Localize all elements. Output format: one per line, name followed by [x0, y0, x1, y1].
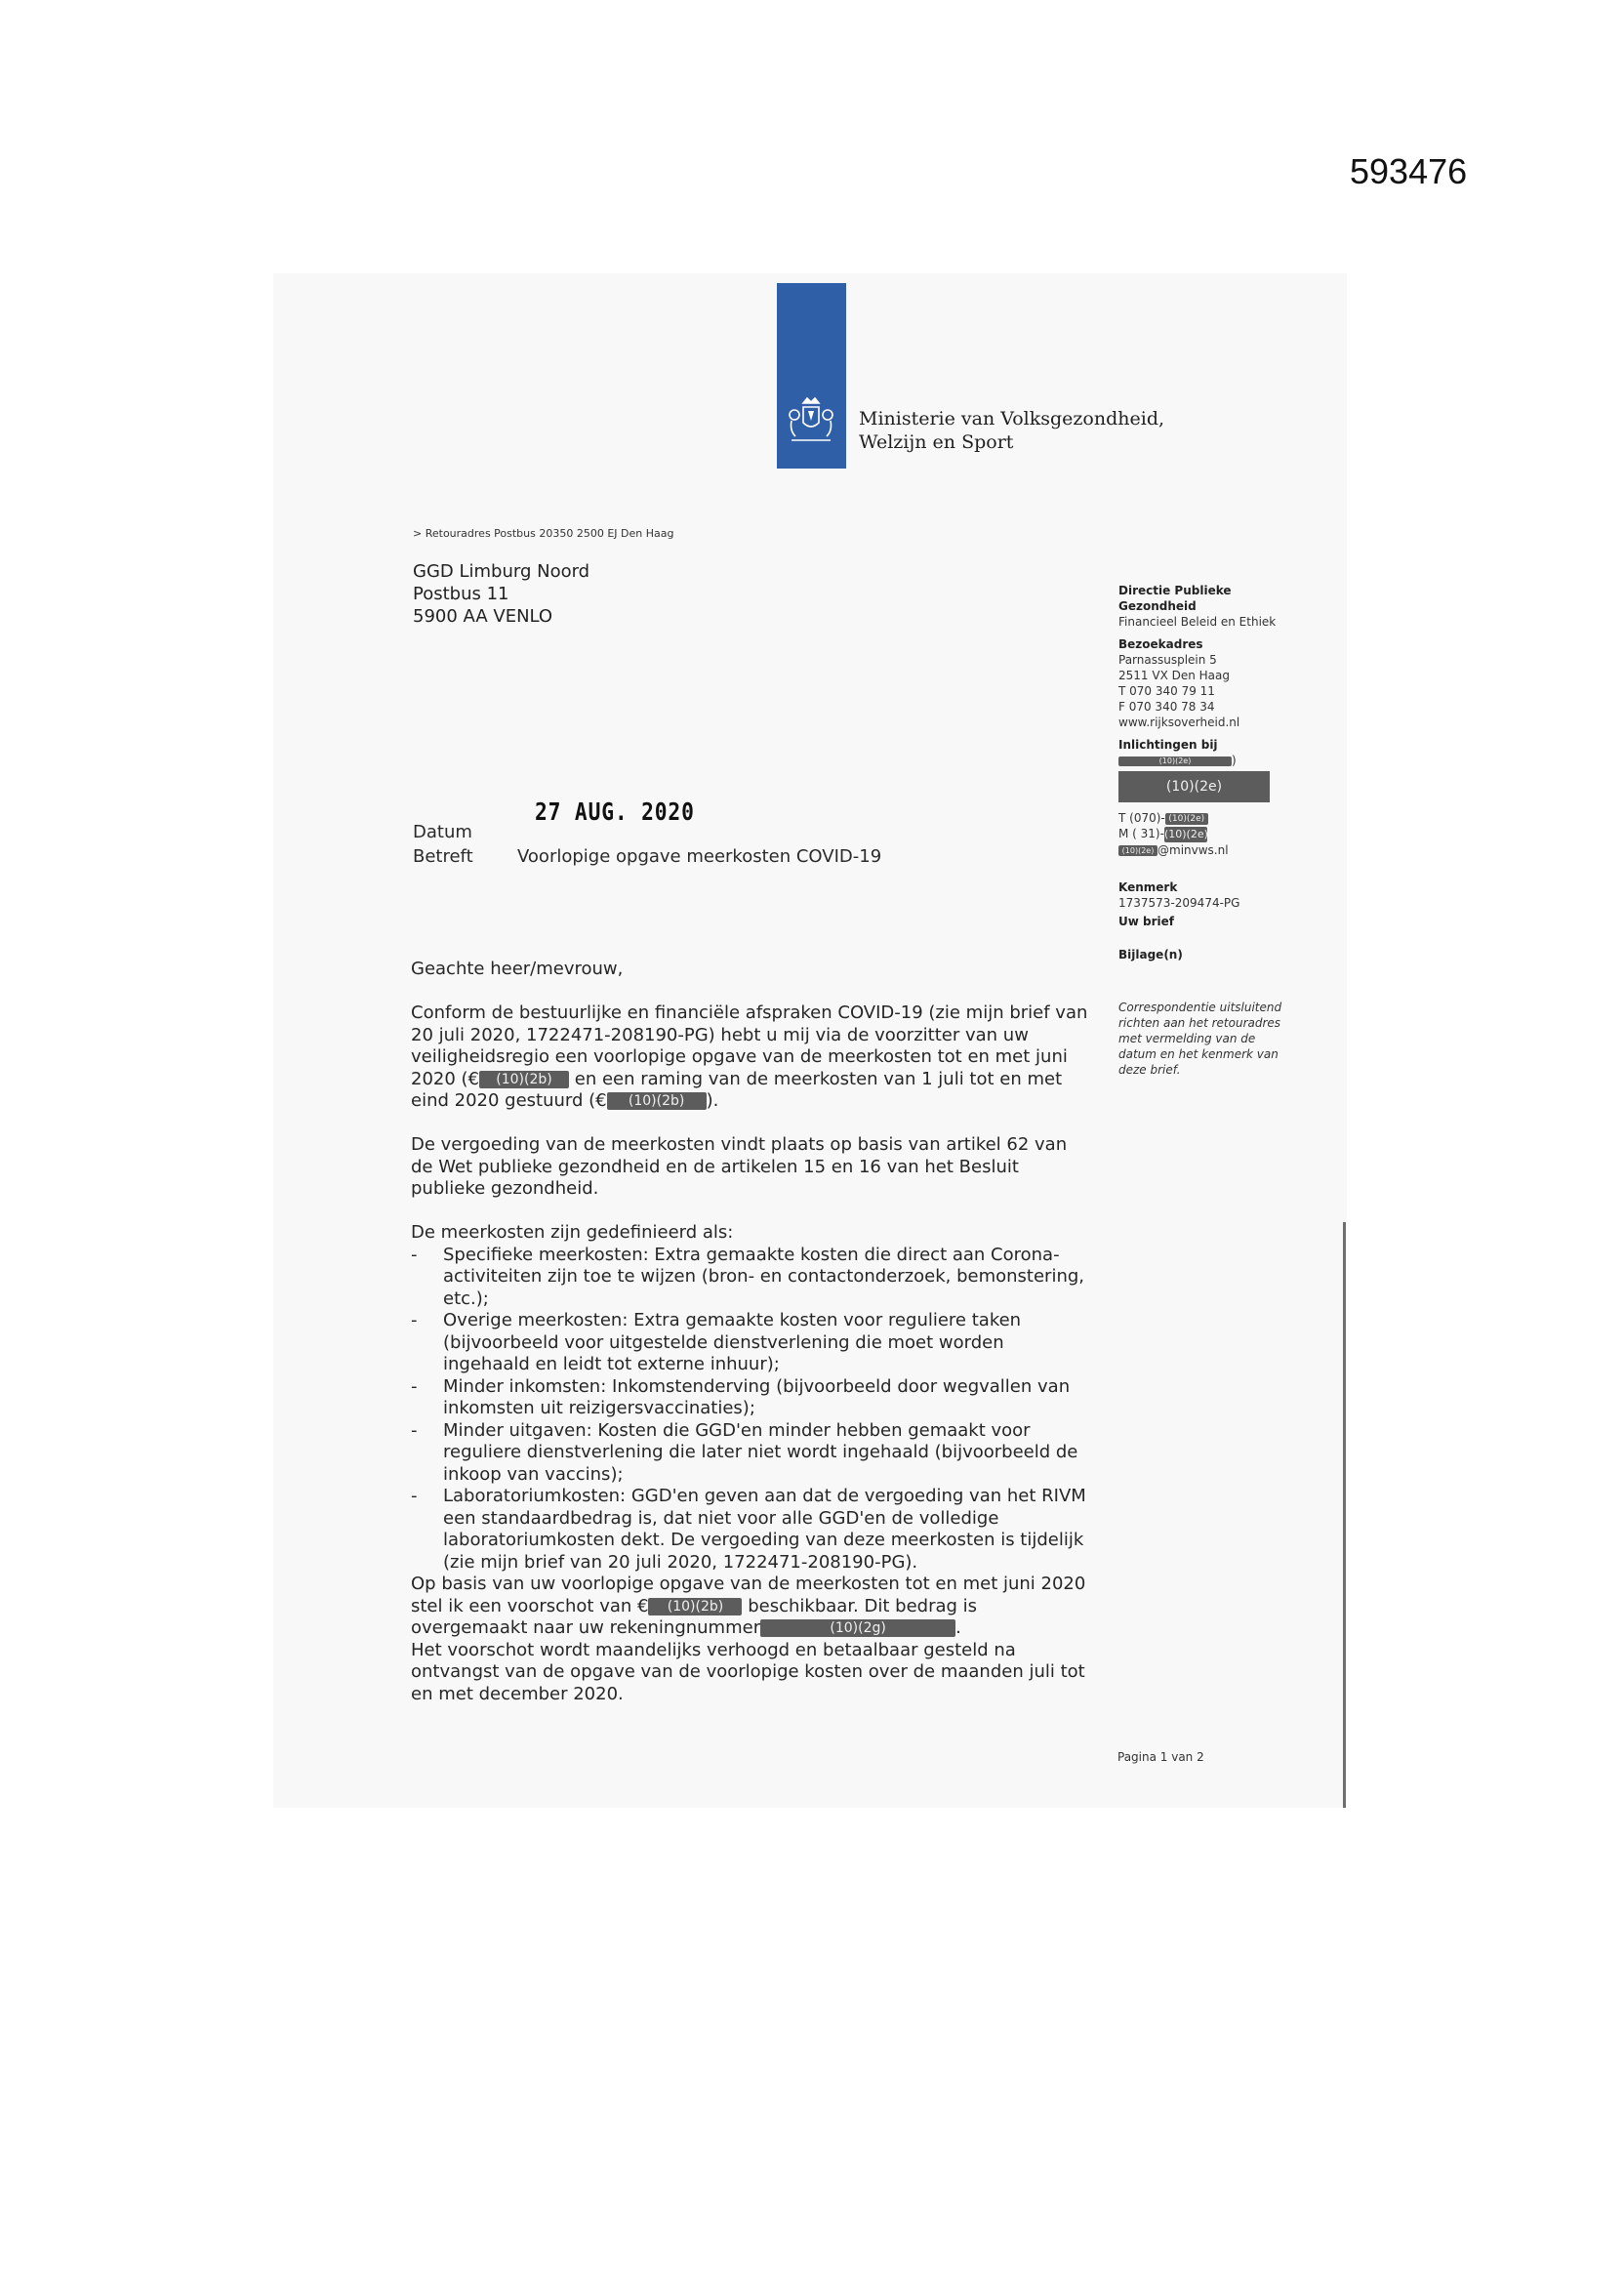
recipient-address	[413, 560, 589, 628]
redaction-block: (10)(2e)	[1118, 771, 1270, 802]
royal-crest-icon	[784, 395, 838, 446]
list-item: - Overige meerkosten: Extra gemaakte kosten voor reguliere taken (bijvoorbeeld voor uitgestelde dienstverlening die moet worden ingehaald en leidt tot externe inhuur);	[411, 1310, 1022, 1374]
list-item: - Specifieke meerkosten: Extra gemaakte kosten die direct aan Corona-activiteiten zijn toe te wijzen (bron- en contactonderzoek, bemonstering, etc.);	[411, 1244, 1085, 1309]
date-label: Datum	[413, 822, 472, 842]
redaction-block: (10)(2e)	[1118, 757, 1232, 766]
ministry-name	[859, 407, 1164, 454]
info-heading: Inlichtingen bij	[1118, 738, 1218, 752]
return-address: > Retouradres Postbus 20350 2500 EJ Den Haag	[413, 527, 674, 540]
phone-line: T (070)- (10)(2e)	[1118, 810, 1314, 826]
redaction-block: (10)(2e)	[1163, 827, 1208, 840]
page-footer: Pagina 1 van 2	[1117, 1750, 1204, 1764]
visit-line: F 070 340 78 34	[1118, 700, 1215, 714]
list-item: - Minder uitgaven: Kosten die GGD'en minder hebben gemaakt voor reguliere dienstverlening die later niet wordt ingehaald (bijvoorbeeld de inkoop van vaccins);	[411, 1419, 1078, 1485]
redaction-block: (10)(2b)	[479, 1071, 569, 1088]
sidebar-department	[1118, 583, 1314, 1078]
correspondence-note: Correspondentie uitsluitend richten aan het retouradres met vermelding van de datum en het kenmerk van deze brief.	[1118, 1000, 1282, 1077]
department-line2: Gezondheid	[1118, 599, 1197, 613]
document-number: 593476	[1350, 151, 1468, 191]
list-item: - Laboratoriumkosten: GGD'en geven aan dat de vergoeding van het RIVM een standaardbedrag is, dat niet voor alle GGD'en de volledige laboratoriumkosten dekt. De vergoeding van deze meerkosten is tijdelijk (zie mijn brief van 20 juli 2020, 1722471-208190-PG).	[411, 1486, 1086, 1573]
mobile-line: M ( 31)-(10)(2e)	[1118, 827, 1208, 840]
date-stamp: 27 AUG. 2020	[535, 797, 695, 826]
scan-edge-line	[1343, 1222, 1346, 1808]
info-name-line: (10)(2e) )	[1118, 753, 1314, 768]
ministry-name-line1: Ministerie van Volksgezondheid,	[859, 408, 1165, 429]
redaction-block: (10)(2b)	[607, 1092, 707, 1110]
redaction-block: (10)(2e)	[1165, 813, 1208, 825]
visit-line: www.rijksoverheid.nl	[1118, 716, 1240, 729]
reference-value: 1737573-209474-PG	[1118, 895, 1240, 910]
ministry-name-line2: Welzijn en Sport	[859, 431, 1014, 453]
recipient-line: Postbus 11	[413, 584, 509, 604]
visit-line: T 070 340 79 11	[1118, 684, 1215, 698]
department-line1: Directie Publieke	[1118, 584, 1232, 597]
subject-label: Betreft	[413, 846, 473, 867]
redaction-block: (10)(2e)	[1118, 845, 1157, 856]
salutation: Geachte heer/mevrouw,	[411, 959, 624, 979]
department-sub: Financieel Beleid en Ethiek	[1118, 615, 1277, 629]
paragraph-advance: Op basis van uw voorlopige opgave van de meerkosten tot en met juni 2020 stel ik een voorschot van € (10)(2b) beschikbaar. Dit bedrag is overgemaakt naar uw rekeningnummer (10)(2g) . Het voorschot wordt maandelijks verhoogd en betaalbaar gesteld na ontvangst van de opgave van de voorlopige kosten over de maanden juli tot en met december 2020.	[411, 1574, 1086, 1704]
visit-line: Parnassusplein 5	[1118, 653, 1217, 667]
reference-heading: Kenmerk	[1118, 879, 1178, 894]
definitions-section: De meerkosten zijn gedefinieerd als: - Specifieke meerkosten: Extra gemaakte kosten die direct aan Corona-activiteiten zijn toe te wijzen (bron- en contactonderzoek, bemonstering, etc.); - Overige meerkosten: Extra gemaakte kosten voor reguliere taken (bijvoorbeeld voor uitgestelde dienstverlening die moet worden ingehaald en leidt tot externe inhuur); - Minder inkomsten: Inkomstenderving (bijvoorbeeld door wegvallen van inkomsten uit reizigersvaccinaties); - Minder uitgaven: Kosten die GGD'en minder hebben gemaakt voor reguliere dienstverlening die later niet wordt ingehaald (bijvoorbeeld de inkoop van vaccins); - Laboratoriumkosten: GGD'en geven aan dat de vergoeding van het RIVM een standaardbedrag is, dat niet voor alle GGD'en de volledige laboratoriumkosten dekt. De vergoeding van deze meerkosten is tijdelijk (zie mijn brief van 20 juli 2020, 1722471-208190-PG).	[411, 1222, 1094, 1574]
recipient-line: 5900 AA VENLO	[413, 606, 553, 627]
visit-line: 2511 VX Den Haag	[1118, 669, 1230, 682]
redaction-block: (10)(2b)	[648, 1598, 742, 1615]
subject-text: Voorlopige opgave meerkosten COVID-19	[517, 846, 882, 867]
your-letter-heading: Uw brief	[1118, 914, 1174, 928]
attachments-heading: Bijlage(n)	[1118, 947, 1183, 961]
recipient-line: GGD Limburg Noord	[413, 561, 590, 582]
paragraph-submission: Conform de bestuurlijke en financiële afspraken COVID-19 (zie mijn brief van 20 juli 2020, 1722471-208190-PG) hebt u mij via de voorzitter van uw veiligheidsregio een voorlopige opgave van de meerkosten tot en met juni 2020 (€ (10)(2b) en een raming van de meerkosten van 1 juli tot en met eind 2020 gestuurd (€ (10)(2b) ).	[411, 1002, 1088, 1111]
email-line: (10)(2e) @minvws.nl	[1118, 842, 1314, 858]
visit-heading: Bezoekadres	[1118, 637, 1203, 651]
info-title-line	[1118, 771, 1314, 802]
paragraph-legal-basis: De vergoeding van de meerkosten vindt plaats op basis van artikel 62 van de Wet publieke gezondheid en de artikelen 15 en 16 van het Besluit publieke gezondheid.	[411, 1134, 1068, 1199]
redaction-block: (10)(2g)	[760, 1619, 955, 1637]
list-item: - Minder inkomsten: Inkomstenderving (bijvoorbeeld door wegvallen van inkomsten uit reizigersvaccinaties);	[411, 1375, 1071, 1418]
